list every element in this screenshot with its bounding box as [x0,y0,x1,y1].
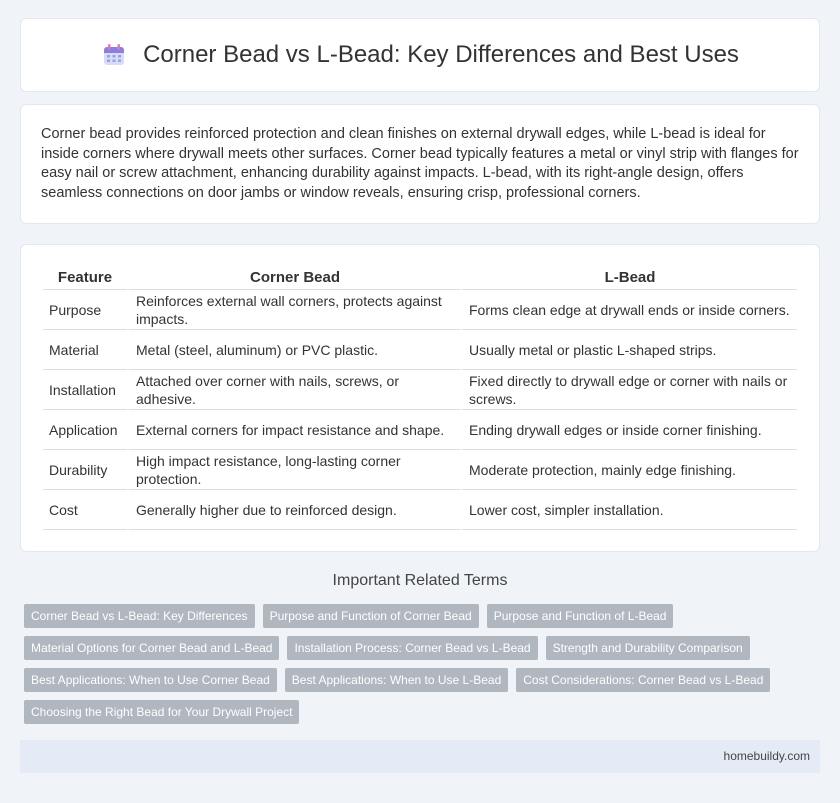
cell-corner-bead: Generally higher due to reinforced design. [127,490,460,530]
cell-l-bead: Ending drywall edges or inside corner finishing. [460,410,797,450]
cell-feature: Application [43,410,127,450]
related-term-tag[interactable]: Corner Bead vs L-Bead: Key Differences [24,604,255,628]
footer-site[interactable]: homebuildy.com [723,749,810,763]
footer [20,740,820,773]
related-term-tag[interactable]: Purpose and Function of Corner Bead [263,604,479,628]
related-term-tag[interactable]: Choosing the Right Bead for Your Drywall Project [24,700,299,724]
related-term-tag[interactable]: Material Options for Corner Bead and L-Bead [24,636,279,660]
cell-feature: Purpose [43,290,127,330]
cell-l-bead: Forms clean edge at drywall ends or inside corners. [460,290,797,330]
intro-card [20,104,820,224]
title-card [20,18,820,92]
header-feature: Feature [43,265,127,290]
comparison-table-card [20,244,820,552]
cell-l-bead: Moderate protection, mainly edge finishing. [460,450,797,490]
table-row [43,450,797,490]
cell-l-bead: Usually metal or plastic L-shaped strips. [460,330,797,370]
cell-feature: Material [43,330,127,370]
related-term-tag[interactable]: Installation Process: Corner Bead vs L-Bead [287,636,537,660]
table-row [43,290,797,330]
cell-corner-bead: External corners for impact resistance and shape. [127,410,460,450]
related-terms-title: Important Related Terms [332,572,508,589]
table-row [43,370,797,410]
page-title: Corner Bead vs L-Bead: Key Differences and Best Uses [143,41,739,68]
cell-corner-bead: Attached over corner with nails, screws, or adhesive. [127,370,460,410]
cell-feature: Durability [43,450,127,490]
related-terms-tags [24,604,824,724]
related-term-tag[interactable]: Cost Considerations: Corner Bead vs L-Bead [516,668,770,692]
related-term-tag[interactable]: Best Applications: When to Use L-Bead [285,668,508,692]
intro-text: Corner bead provides reinforced protection and clean finishes on external drywall edges, while L-bead is ideal for inside corners where drywall meets other surfaces. Corner bead typically features a metal or vinyl strip with flanges for easy nail or screw attachment, enhancing durability against impacts. L-bead, with its right-angle design, offers seamless connections on door jambs or window reveals, ensuring crisp, professional corners. [41,126,799,201]
cell-corner-bead: High impact resistance, long-lasting corner protection. [127,450,460,490]
header-l-bead: L-Bead [460,265,797,290]
related-term-tag[interactable]: Best Applications: When to Use Corner Bead [24,668,277,692]
cell-feature: Cost [43,490,127,530]
cell-l-bead: Fixed directly to drywall edge or corner with nails or screws. [460,370,797,410]
table-header-row [43,265,797,290]
cell-feature: Installation [43,370,127,410]
comparison-table [43,265,797,530]
header-corner-bead: Corner Bead [127,265,460,290]
related-term-tag[interactable]: Strength and Durability Comparison [546,636,750,660]
cell-l-bead: Lower cost, simpler installation. [460,490,797,530]
cell-corner-bead: Metal (steel, aluminum) or PVC plastic. [127,330,460,370]
table-row [43,490,797,530]
cell-corner-bead: Reinforces external wall corners, protects against impacts. [127,290,460,330]
calendar-icon [101,42,127,68]
related-term-tag[interactable]: Purpose and Function of L-Bead [487,604,674,628]
table-row [43,330,797,370]
table-row [43,410,797,450]
